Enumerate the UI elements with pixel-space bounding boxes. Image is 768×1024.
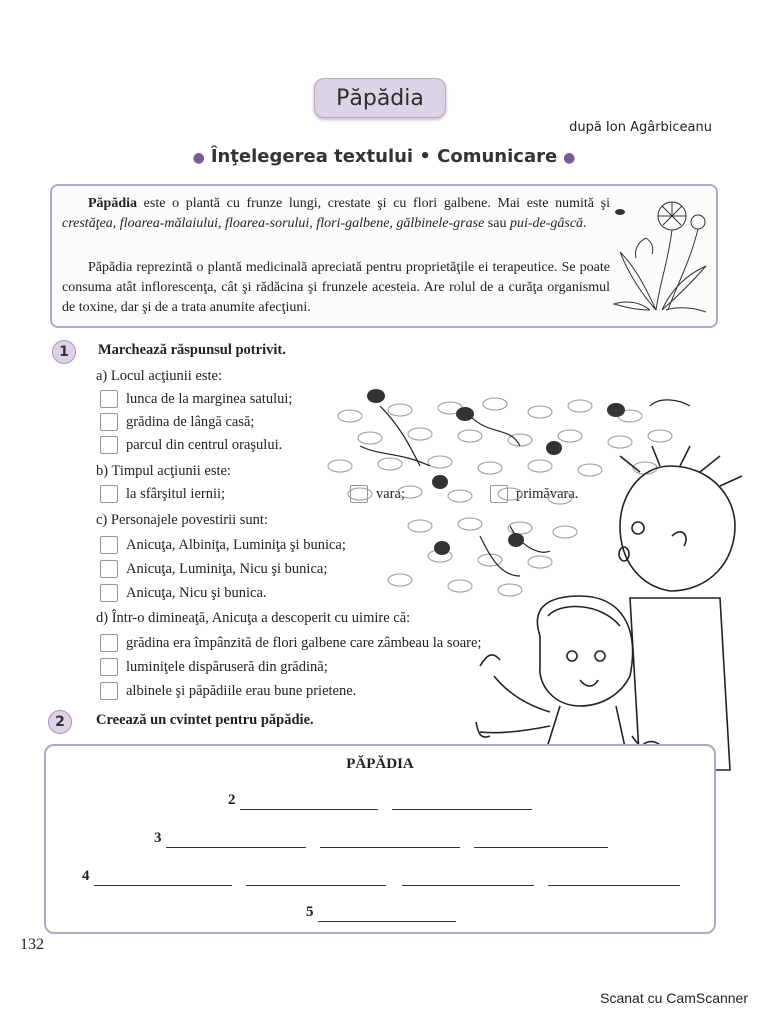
checkbox[interactable] bbox=[100, 658, 118, 676]
answer-line[interactable] bbox=[166, 846, 306, 848]
question-c bbox=[96, 512, 268, 529]
line-number-5: 5 bbox=[306, 904, 314, 920]
checkbox[interactable] bbox=[100, 413, 118, 431]
author-credit: după Ion Agârbiceanu bbox=[569, 120, 712, 135]
p1-text-or: sau bbox=[484, 216, 510, 231]
bullet-icon: ● bbox=[563, 150, 576, 166]
answer-line[interactable] bbox=[402, 884, 534, 886]
option-label: la sfârşitul iernii; bbox=[126, 485, 226, 502]
checkbox[interactable] bbox=[100, 634, 118, 652]
option-c-3[interactable] bbox=[100, 584, 267, 602]
plant-alt-names: crestăţea, floarea-mălaiului, floarea-sorului, flori-galbene, gălbinele-grase bbox=[62, 216, 485, 231]
checkbox[interactable] bbox=[100, 390, 118, 408]
plant-alt-name-last: pui-de-gâscă bbox=[509, 216, 584, 231]
question-c-text: Personajele povestirii sunt: bbox=[110, 512, 268, 528]
p1-text: este o plantă cu frunze lungi, crestate şi cu flori galbene. Mai este numită şi bbox=[137, 196, 610, 211]
question-a-label: a) bbox=[96, 368, 108, 384]
question-b-text: Timpul acţiunii este: bbox=[111, 463, 231, 479]
option-label: vara; bbox=[376, 485, 405, 502]
question-d-label: d) bbox=[96, 610, 109, 626]
task-1-instruction: Marchează răspunsul potrivit. bbox=[98, 342, 286, 358]
option-label: Anicuţa, Albiniţa, Luminiţa şi bunica; bbox=[126, 536, 346, 553]
answer-line[interactable] bbox=[548, 884, 680, 886]
checkbox[interactable] bbox=[100, 485, 118, 503]
answer-line[interactable] bbox=[392, 808, 532, 810]
option-a-1[interactable] bbox=[100, 390, 292, 408]
intro-paragraph-2: Păpădia reprezintă o plantă medicinală apreciată pentru proprietăţile ei terapeutice. Se poate consuma atât inflorescenţa, cât şi rădăcina şi frunzele acesteia. Are rolul de a curăţa organismul de toxine, dar şi de a trata anumite afecţiuni. bbox=[62, 260, 610, 315]
cvintet-answer-box bbox=[44, 744, 716, 934]
answer-line[interactable] bbox=[474, 846, 608, 848]
p1-end: . bbox=[583, 216, 587, 231]
checkbox[interactable] bbox=[100, 436, 118, 454]
answer-line[interactable] bbox=[94, 884, 232, 886]
intro-text-box bbox=[50, 184, 718, 328]
question-b bbox=[96, 463, 231, 480]
dandelion-illustration bbox=[610, 192, 710, 320]
intro-paragraph-1 bbox=[62, 194, 610, 234]
bullet-icon: ● bbox=[192, 150, 205, 166]
task-1-number: 1 bbox=[52, 340, 76, 364]
page-number: 132 bbox=[20, 936, 44, 953]
poem-title: PĂPĂDIA bbox=[346, 756, 414, 772]
page-title: Păpădia bbox=[314, 78, 446, 118]
option-label: grădina era împânzită de flori galbene care zâmbeau la soare; bbox=[126, 634, 482, 651]
option-label: Anicuţa, Nicu şi bunica. bbox=[126, 584, 267, 601]
section-heading-text: Înţelegerea textului • Comunicare bbox=[210, 146, 558, 167]
question-b-label: b) bbox=[96, 463, 109, 479]
line-number-3: 3 bbox=[154, 830, 162, 846]
checkbox[interactable] bbox=[100, 584, 118, 602]
option-label: parcul din centrul oraşului. bbox=[126, 436, 283, 453]
section-heading bbox=[0, 146, 768, 167]
checkbox[interactable] bbox=[100, 560, 118, 578]
children-garden-illustration bbox=[280, 376, 750, 780]
plant-name: Păpădia bbox=[88, 196, 138, 211]
answer-line[interactable] bbox=[320, 846, 460, 848]
task-2-instruction: Creează un cvintet pentru păpădie. bbox=[96, 712, 314, 728]
line-number-2: 2 bbox=[228, 792, 236, 808]
task-2-number: 2 bbox=[48, 710, 72, 734]
option-label: primăvara. bbox=[516, 485, 579, 502]
question-a bbox=[96, 368, 222, 385]
option-a-3[interactable] bbox=[100, 436, 282, 454]
checkbox[interactable] bbox=[100, 536, 118, 554]
option-label: grădina de lângă casă; bbox=[126, 413, 255, 430]
option-a-2[interactable] bbox=[100, 413, 254, 431]
line-number-4: 4 bbox=[82, 868, 90, 884]
scanner-watermark: Scanat cu CamScanner bbox=[600, 990, 748, 1006]
option-label: albinele şi păpădiile erau bune prietene. bbox=[126, 682, 357, 699]
answer-line[interactable] bbox=[246, 884, 386, 886]
question-c-label: c) bbox=[96, 512, 108, 528]
question-d-text: Într-o dimineaţă, Anicuţa a descoperit cu uimire că: bbox=[111, 610, 411, 626]
checkbox[interactable] bbox=[100, 682, 118, 700]
option-label: luminiţele dispăruseră din grădină; bbox=[126, 658, 328, 675]
answer-line[interactable] bbox=[240, 808, 378, 810]
option-b-1[interactable] bbox=[100, 485, 225, 503]
option-label: lunca de la marginea satului; bbox=[126, 390, 293, 407]
answer-line[interactable] bbox=[318, 920, 456, 922]
question-a-text: Locul acţiunii este: bbox=[110, 368, 223, 384]
option-label: Anicuţa, Luminiţa, Nicu şi bunica; bbox=[126, 560, 328, 577]
